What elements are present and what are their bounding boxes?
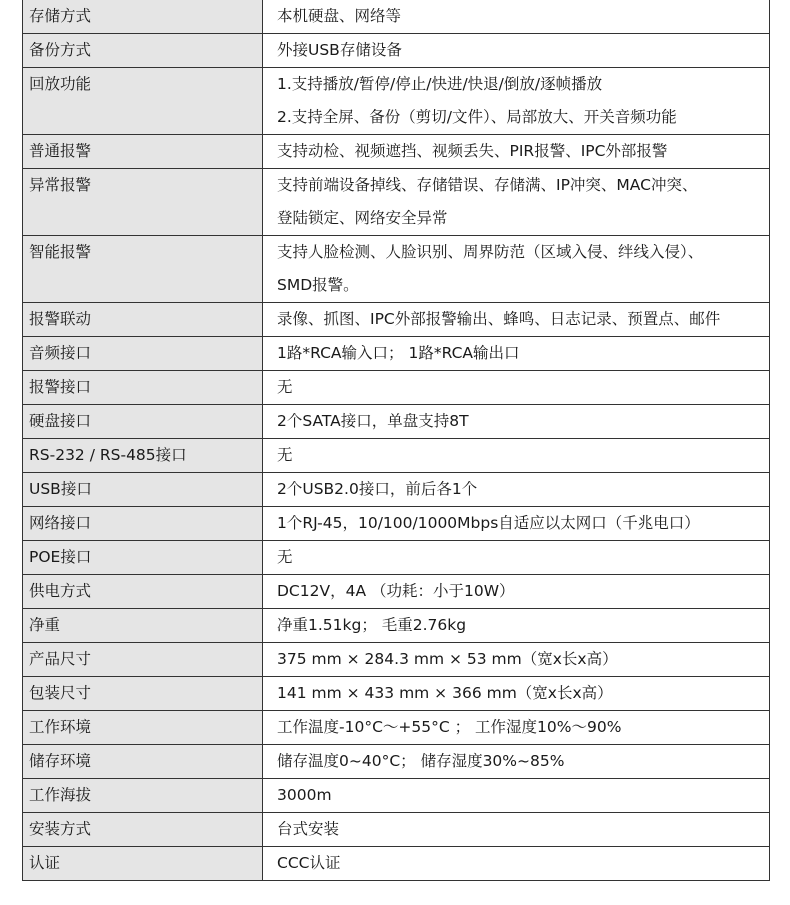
spec-label: 工作海拔 [23,779,263,813]
spec-value-line: 储存温度0~40°C； 储存湿度30%~85% [277,752,565,770]
spec-value [263,541,770,575]
spec-value-line: 2个USB2.0接口，前后各1个 [277,480,478,498]
spec-label: 网络接口 [23,507,263,541]
spec-value-line: 支持动检、视频遮挡、视频丢失、PIR报警、IPC外部报警 [277,142,668,160]
spec-row [23,745,770,779]
spec-row [23,0,770,34]
spec-label: 音频接口 [23,337,263,371]
spec-row [23,847,770,881]
spec-value-line: 台式安装 [277,820,340,838]
spec-label: 净重 [23,609,263,643]
spec-label: 报警接口 [23,371,263,405]
spec-value [263,575,770,609]
spec-row [23,337,770,371]
spec-value-line: 工作温度-10°C～+55°C ； 工作湿度10%～90% [277,718,622,736]
spec-value-line: 净重1.51kg； 毛重2.76kg [277,616,467,634]
spec-value [263,303,770,337]
spec-label: 供电方式 [23,575,263,609]
spec-row [23,711,770,745]
spec-value [263,169,770,236]
spec-value-line: 无 [277,446,293,464]
spec-value-line: 375 mm × 284.3 mm × 53 mm（宽x长x高） [277,650,618,668]
spec-row [23,779,770,813]
spec-row [23,609,770,643]
spec-label: 安装方式 [23,813,263,847]
spec-value [263,745,770,779]
spec-row [23,303,770,337]
spec-value-line: 支持人脸检测、人脸识别、周界防范（区域入侵、绊线入侵）、 [277,243,704,261]
spec-value-line: SMD报警。 [277,276,359,294]
spec-value [263,813,770,847]
spec-row [23,575,770,609]
spec-row [23,68,770,135]
spec-label: 备份方式 [23,34,263,68]
spec-row [23,371,770,405]
spec-value [263,507,770,541]
spec-value-line: DC12V，4A （功耗：小于10W） [277,582,515,600]
spec-value [263,0,770,34]
spec-value-line: 本机硬盘、网络等 [277,7,402,25]
spec-label: 普通报警 [23,135,263,169]
spec-value [263,337,770,371]
spec-value-line: 登陆锁定、网络安全异常 [277,209,448,227]
spec-table-body [23,0,770,881]
spec-value [263,711,770,745]
spec-row [23,677,770,711]
spec-value-line: 2.支持全屏、备份（剪切/文件）、局部放大、开关音频功能 [277,108,677,126]
spec-label: 产品尺寸 [23,643,263,677]
spec-row [23,236,770,303]
spec-value [263,405,770,439]
spec-label: 工作环境 [23,711,263,745]
spec-value [263,439,770,473]
spec-value-line: 无 [277,548,293,566]
spec-value-line: 141 mm × 433 mm × 366 mm（宽x长x高） [277,684,613,702]
spec-value [263,677,770,711]
spec-value-line: 录像、抓图、IPC外部报警输出、蜂鸣、日志记录、预置点、邮件 [277,310,721,328]
spec-row [23,405,770,439]
spec-label: 智能报警 [23,236,263,303]
spec-value [263,643,770,677]
spec-row [23,541,770,575]
spec-row [23,507,770,541]
spec-value-line: CCC认证 [277,854,341,872]
spec-row [23,643,770,677]
spec-value [263,847,770,881]
spec-value [263,34,770,68]
spec-value-line: 1个RJ-45，10/100/1000Mbps自适应以太网口（千兆电口） [277,514,700,532]
spec-label: RS-232 / RS-485接口 [23,439,263,473]
spec-value-line: 支持前端设备掉线、存储错误、存储满、IP冲突、MAC冲突、 [277,176,698,194]
spec-label: POE接口 [23,541,263,575]
spec-value-line: 2个SATA接口，单盘支持8T [277,412,469,430]
spec-value [263,236,770,303]
spec-value [263,371,770,405]
spec-table [22,0,770,881]
spec-label: 存储方式 [23,0,263,34]
spec-row [23,34,770,68]
spec-row [23,813,770,847]
spec-row [23,439,770,473]
spec-value [263,135,770,169]
spec-value-line: 1路*RCA输入口； 1路*RCA输出口 [277,344,520,362]
spec-label: 硬盘接口 [23,405,263,439]
spec-value-line: 外接USB存储设备 [277,41,402,59]
spec-label: 储存环境 [23,745,263,779]
spec-label: USB接口 [23,473,263,507]
spec-label: 回放功能 [23,68,263,135]
spec-value [263,473,770,507]
spec-value-line: 3000m [277,786,332,804]
spec-label: 包装尺寸 [23,677,263,711]
spec-label: 认证 [23,847,263,881]
spec-label: 报警联动 [23,303,263,337]
spec-value-line: 1.支持播放/暂停/停止/快进/快退/倒放/逐帧播放 [277,75,603,93]
spec-row [23,473,770,507]
spec-label: 异常报警 [23,169,263,236]
spec-row [23,135,770,169]
spec-row [23,169,770,236]
spec-value [263,779,770,813]
spec-value [263,609,770,643]
spec-value [263,68,770,135]
spec-value-line: 无 [277,378,293,396]
